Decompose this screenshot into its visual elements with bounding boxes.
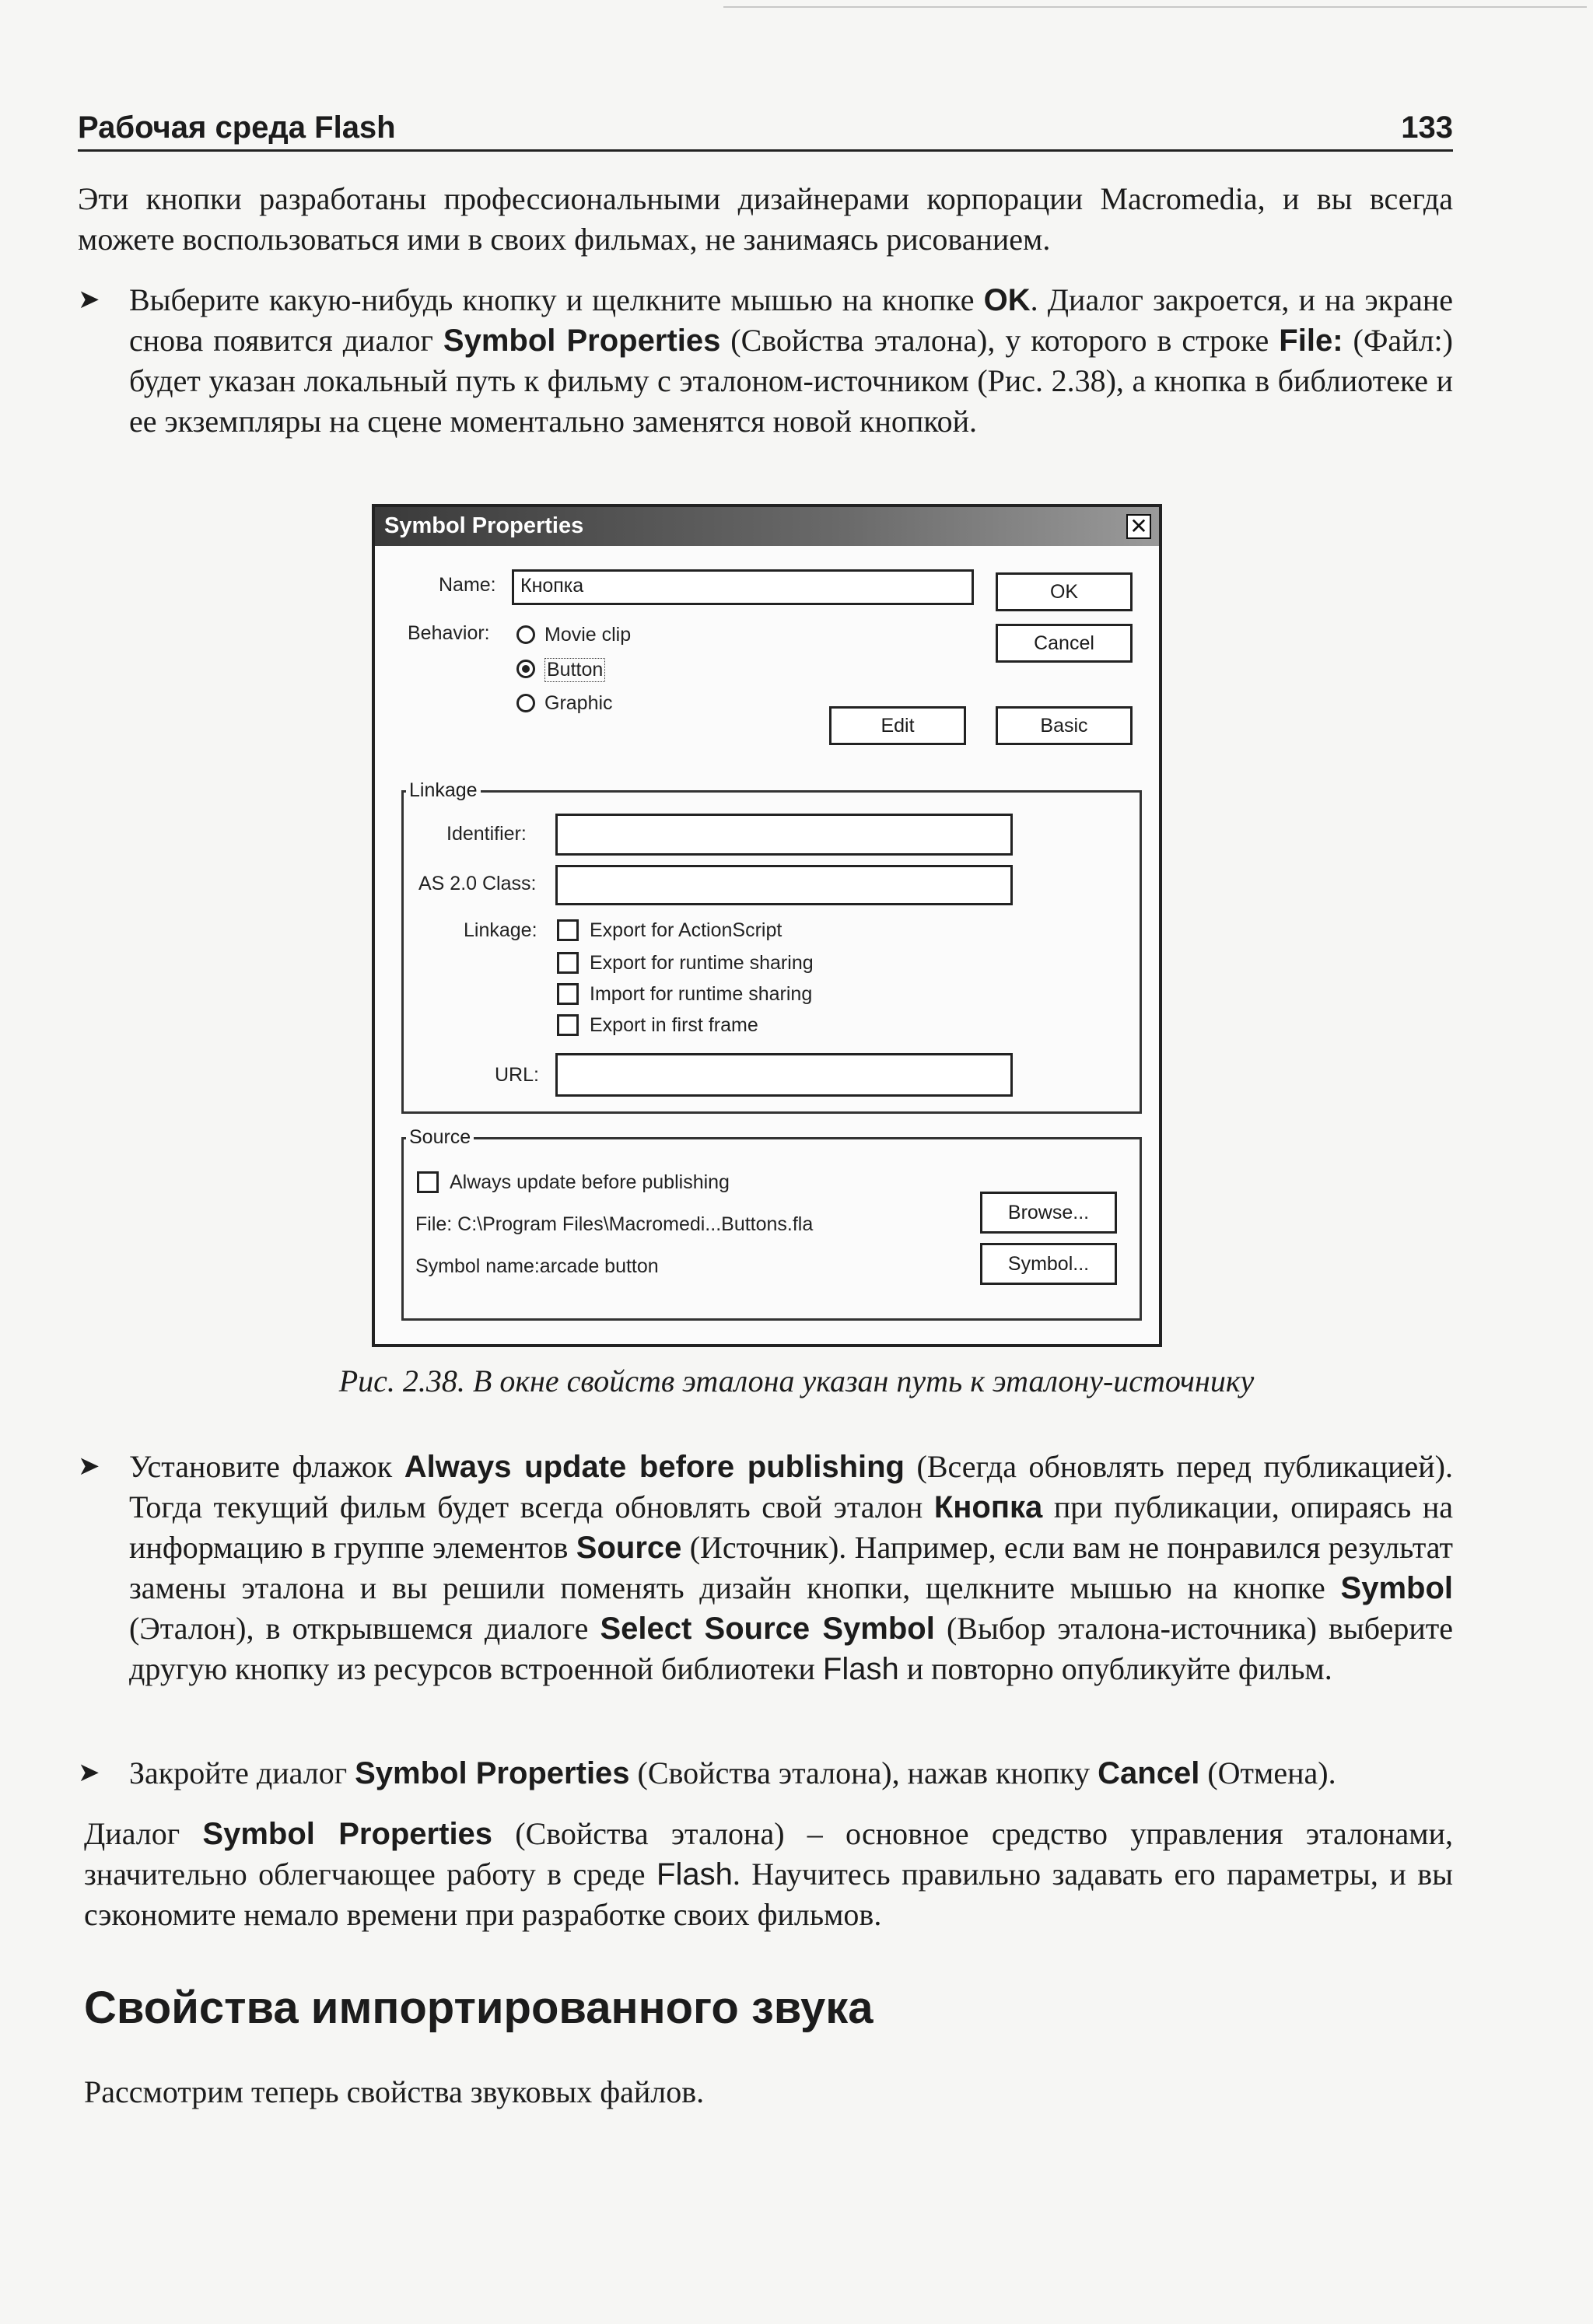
identifier-input[interactable]: [555, 814, 1013, 856]
behavior-label: Behavior:: [408, 622, 490, 644]
edit-button[interactable]: Edit: [829, 706, 966, 745]
import-runtime-label: Import for runtime sharing: [590, 983, 813, 1005]
bullet-choose-button: [78, 280, 1453, 490]
radio-movie-clip[interactable]: [516, 625, 535, 644]
radio-button-label: Button: [544, 658, 605, 682]
section-title: Свойства импортированного звука: [84, 1983, 874, 2033]
bullet-arrow-icon: ➤: [78, 285, 100, 314]
bullet-text: Установите флажок Always update before publishing (Всегда обновлять перед публикацией). Тогда текущий фильм будет всегда обновлять свой эталон Кнопка при публикации, опираясь на информацию в группе элементов Source (Источник). Например, если вам не понравился результат замены эталона и вы решили поменять дизайн кнопки, щелкните мышью на кнопке Symbol (Эталон), в открывшемся диалоге Select Source Symbol (Выбор эталона-источника) выберите другую кнопку из ресурсов встроенной библиотеки Flash и повторно опубликуйте фильм.: [129, 1449, 1454, 1686]
top-rule: [723, 6, 1587, 8]
bullet-text: Закройте диалог Symbol Properties (Свойства эталона), нажав кнопку Cancel (Отмена).: [129, 1755, 1336, 1790]
running-header: [78, 110, 1453, 152]
dialog-title: Symbol Properties: [384, 513, 584, 538]
class-label: AS 2.0 Class:: [418, 873, 537, 894]
close-icon[interactable]: ✕: [1126, 514, 1151, 539]
bullet-arrow-icon: ➤: [78, 1759, 100, 1787]
summary-paragraph: Диалог Symbol Properties (Свойства эталона) – основное средство управления эталонами, значительно облегчающее работу в среде Flash. Научитесь правильно задавать его параметры, и вы сэкономите немало времени при разработке своих фильмов.: [84, 1816, 1454, 1932]
url-label: URL:: [495, 1064, 539, 1086]
figure-caption: Рис. 2.38. В окне свойств эталона указан путь к эталону-источнику: [338, 1363, 1255, 1398]
basic-button[interactable]: Basic: [996, 706, 1133, 745]
intro-paragraph: Эти кнопки разработаны профессиональными дизайнерами корпорации Macromedia, и вы всегда можете воспользоваться ими в своих фильмах, не занимаясь рисованием.: [78, 181, 1453, 257]
checkbox-export-actionscript[interactable]: [557, 919, 579, 941]
linkage-label: Linkage:: [464, 919, 537, 941]
radio-button[interactable]: [516, 660, 535, 678]
ok-button[interactable]: OK: [996, 572, 1133, 611]
linkage-group-label: Linkage: [406, 779, 481, 802]
header-title: Рабочая среда Flash: [78, 110, 396, 145]
bullet-text: Выберите какую-нибудь кнопку и щелкните мышью на кнопке OK. Диалог закроется, и на экране снова появится диалог Symbol Properties (Свойства эталона), у которого в строке File: (Файл:) будет указан локальный путь к фильму с эталоном-источником (Рис. 2.38), а кнопка в библиотеке и ее экземпляры на сцене моментально заменятся новой кнопкой.: [129, 282, 1453, 439]
cancel-button[interactable]: Cancel: [996, 624, 1133, 663]
bullet-arrow-icon: ➤: [78, 1452, 100, 1481]
radio-graphic[interactable]: [516, 694, 535, 712]
always-update-label: Always update before publishing: [450, 1171, 730, 1193]
symbol-button[interactable]: Symbol...: [980, 1243, 1117, 1285]
export-runtime-label: Export for runtime sharing: [590, 952, 814, 974]
identifier-label: Identifier:: [446, 823, 527, 845]
closing-paragraph: Рассмотрим теперь свойства звуковых файлов.: [84, 2074, 705, 2109]
symbol-properties-dialog: [372, 504, 1162, 1347]
export-first-frame-label: Export in first frame: [590, 1014, 758, 1036]
checkbox-always-update[interactable]: [417, 1171, 439, 1193]
page-number: 133: [1401, 110, 1453, 145]
source-group-label: Source: [406, 1126, 474, 1149]
radio-movie-clip-label: Movie clip: [544, 624, 632, 646]
class-input[interactable]: [555, 865, 1013, 905]
url-input[interactable]: [555, 1053, 1013, 1097]
name-label: Name:: [439, 574, 496, 596]
source-symbol-name: Symbol name:arcade button: [415, 1255, 659, 1277]
dialog-titlebar: [375, 507, 1159, 546]
radio-graphic-label: Graphic: [544, 692, 613, 714]
source-file-path: File: C:\Program Files\Macromedi...Buttons.fla: [415, 1213, 814, 1235]
bullet-close-dialog: [78, 1753, 1453, 1800]
export-actionscript-label: Export for ActionScript: [590, 919, 782, 941]
browse-button[interactable]: Browse...: [980, 1192, 1117, 1234]
checkbox-export-first-frame[interactable]: [557, 1014, 579, 1036]
checkbox-import-runtime[interactable]: [557, 983, 579, 1005]
checkbox-export-runtime[interactable]: [557, 952, 579, 974]
name-input[interactable]: Кнопка: [512, 569, 974, 605]
bullet-always-update: [78, 1447, 1453, 1734]
